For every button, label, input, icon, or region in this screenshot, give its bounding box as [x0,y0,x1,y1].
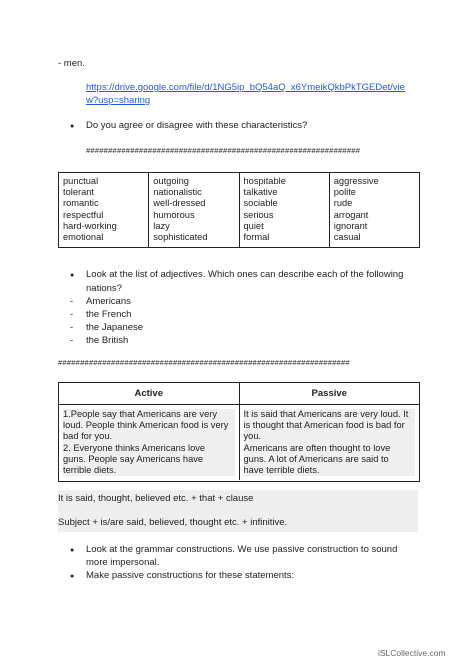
voice-table-header [59,383,419,405]
active-header: Active [59,383,240,404]
nation-item: - the British [86,335,128,347]
passive-line: is thought that American food is bad for [244,420,416,431]
adjective: respectful [63,209,104,220]
adjective: hospitable [243,176,286,186]
active-line: bad for you. [63,431,235,442]
adjective: aggressive [333,176,379,186]
instruction-2: ● Make passive constructions for these statements: [86,570,294,582]
adjective-question-line-2: nations? [86,283,122,294]
adjective: formal [243,232,270,243]
footer-brand: iSLCollective.com [378,648,446,658]
grammar-rule-1: It is said, thought, believed etc. + that + clause [58,493,254,504]
adjective: emotional [63,232,104,243]
passive-header: Passive [311,388,347,399]
active-cell [59,405,240,480]
active-line: 1.People say that Americans are very [63,409,235,420]
adjective: sociable [243,198,278,209]
instruction-line-2: more impersonal. [86,557,160,568]
nation-item: - the French [86,309,131,321]
adjective: tolerant [63,187,95,198]
adjectives-column-4 [330,173,419,247]
adjectives-table [58,172,420,248]
instruction-line-1: ● Look at the grammar constructions. We use passive construction to sound [86,544,397,556]
passive-line: have terrible diets. [244,465,416,476]
passive-line: Americans are often thought to love [244,443,416,454]
nation-item: - Americans [86,296,131,308]
drive-link-line-1[interactable]: https://drive.google.com/file/d/1NG5ip_bQ54aQ_x6YmeikQkbPkTGEDet/vie [86,82,405,93]
active-line: guns. People say Americans have [63,454,235,465]
adjective: talkative [243,187,278,198]
active-line: loud. People think American food is very [63,420,235,431]
grammar-rule-2: Subject + is/are said, believed, thought etc. + infinitive. [58,517,288,528]
adjective: punctual [63,176,99,186]
active-line: terrible diets. [63,465,235,476]
adjective: arrogant [333,209,369,220]
nation-item: - the Japanese [86,322,143,334]
adjective: rude [333,198,353,209]
intro-line: - men. [58,58,85,69]
adjective: polite [333,187,356,198]
hash-divider-2: ################################################################## [58,358,350,367]
hash-divider-1: ############################################################## [86,146,361,155]
active-line: 2. Everyone thinks Americans love [63,443,235,454]
adjective: well-dressed [153,198,206,209]
adjective: hard-working [63,220,117,231]
adjective: lazy [153,220,170,231]
adjective: outgoing [153,176,189,186]
adjectives-column-3 [240,173,330,247]
adjectives-column-1 [59,173,149,247]
passive-line: guns. A lot of Americans are said to [244,454,416,465]
adjective: casual [333,232,361,243]
voice-table [58,382,420,482]
adjective: humorous [153,209,195,220]
grammar-rules-box [58,490,418,532]
passive-cell [240,405,420,480]
passive-line: you. [244,431,416,442]
adjective: quiet [243,220,264,231]
adjective: sophisticated [153,232,208,243]
adjective: romantic [63,198,99,209]
adjective: serious [243,209,274,220]
passive-line: It is said that Americans are very loud. It [244,409,416,420]
adjective: ignorant [333,220,368,231]
adjective-question-line-1: ● Look at the list of adjectives. Which ones can describe each of the following [86,269,403,281]
adjectives-column-2 [149,173,239,247]
drive-link-line-2[interactable]: w?usp=sharing [86,95,151,106]
voice-table-body [59,405,419,480]
agree-question: ● Do you agree or disagree with these characteristics? [86,120,307,132]
adjective: nationalistic [153,187,202,198]
